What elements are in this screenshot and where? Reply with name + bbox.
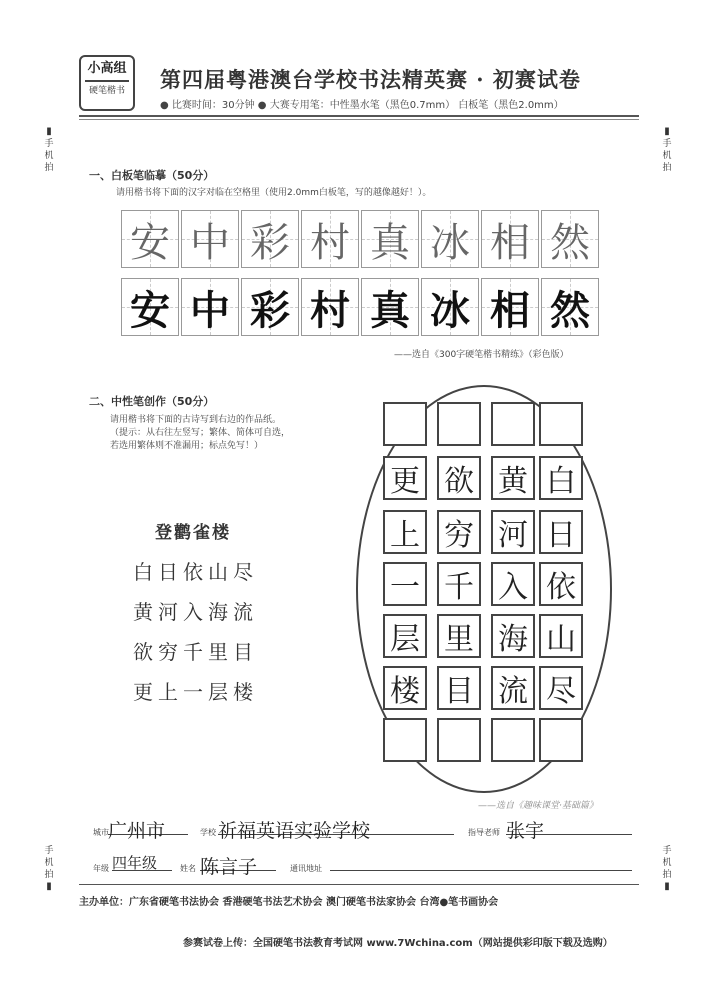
model-cell: 中 <box>181 210 239 268</box>
camera-icon: ▮ <box>664 126 670 137</box>
artwork-cell: 山 <box>539 614 583 658</box>
name-value: 陈言子 <box>200 856 258 878</box>
city-field[interactable] <box>108 816 188 842</box>
artwork-cell <box>383 718 427 762</box>
artwork-cell: 目 <box>437 666 481 710</box>
section2-heading: 二、中性笔创作（50分） <box>89 395 215 408</box>
model-cell: 安 <box>121 210 179 268</box>
group-badge <box>79 55 135 111</box>
artwork-cell: 入 <box>491 562 535 606</box>
badge-group-label: 小高组 <box>87 61 127 76</box>
paper-subtitle: ● 比赛时间：30分钟 ● 大赛专用笔：中性墨水笔（黑色0.7mm） 白板笔（黑色2.0mm） <box>160 100 564 111</box>
footer-rule <box>79 884 639 885</box>
artwork-cell: 穷 <box>437 510 481 554</box>
poem-title: 登鹳雀楼 <box>155 523 231 543</box>
artwork-cell: 里 <box>437 614 481 658</box>
artwork-cell: 层 <box>383 614 427 658</box>
poem-line: 更上一层楼 <box>133 680 258 704</box>
section1-heading: 一、白板笔临摹（50分） <box>89 169 215 182</box>
poem-line: 欲穷千里目 <box>133 640 258 664</box>
address-label: 通讯地址 <box>290 864 322 873</box>
upload-line: 参赛试卷上传：全国硬笔书法教育考试网 www.7Wchina.com（网站提供彩印版下载及选购） <box>183 938 613 949</box>
practice-cell: 相 <box>481 278 539 336</box>
poem-line: 黄河入海流 <box>133 600 258 624</box>
practice-cell: 真 <box>361 278 419 336</box>
artwork-cell: 更 <box>383 456 427 500</box>
practice-cell: 村 <box>301 278 359 336</box>
model-cell: 彩 <box>241 210 299 268</box>
school-label: 学校 <box>200 828 216 837</box>
practice-cell: 然 <box>541 278 599 336</box>
artwork-cell: 日 <box>539 510 583 554</box>
artwork-cell <box>491 402 535 446</box>
artwork-cell: 上 <box>383 510 427 554</box>
artwork-cell <box>383 402 427 446</box>
model-cell: 真 <box>361 210 419 268</box>
grade-label: 年级 <box>93 864 109 873</box>
artwork-cell: 海 <box>491 614 535 658</box>
practice-cell: 安 <box>121 278 179 336</box>
school-value: 祈福英语实验学校 <box>218 820 371 842</box>
artwork-cell <box>539 402 583 446</box>
city-value: 广州市 <box>108 820 166 842</box>
model-cell: 相 <box>481 210 539 268</box>
artwork-cell: 尽 <box>539 666 583 710</box>
artwork-cell: 流 <box>491 666 535 710</box>
practice-cell: 中 <box>181 278 239 336</box>
artwork-cell <box>437 718 481 762</box>
artwork-cell <box>437 402 481 446</box>
artwork-cell: 黄 <box>491 456 535 500</box>
section1-instruction: 请用楷书将下面的汉字对临在空格里（使用2.0mm白板笔，写的越像越好！）。 <box>116 188 432 198</box>
badge-divider <box>85 80 129 82</box>
organizers-line: 主办单位：广东省硬笔书法协会 香港硬笔书法艺术协会 澳门硬笔书法家协会 台湾●笔书画协会 <box>79 897 499 908</box>
grade-field[interactable] <box>112 852 172 871</box>
section1-credit: ——选自《300字硬笔楷书精练》（彩色版） <box>394 350 569 360</box>
teacher-field[interactable] <box>506 816 632 842</box>
teacher-value: 张宇 <box>506 820 545 842</box>
side-label-right-top: ▮ 手 机 拍 <box>660 126 674 174</box>
side-label-right-bottom: 手 机 拍 ▮ <box>660 845 674 893</box>
address-field[interactable] <box>330 852 632 871</box>
camera-icon: ▮ <box>664 881 670 892</box>
name-field[interactable] <box>200 852 276 878</box>
camera-icon: ▮ <box>46 881 52 892</box>
header-rule-thin <box>79 119 639 120</box>
artwork-cell <box>539 718 583 762</box>
school-field[interactable] <box>218 816 454 842</box>
artwork-cell: 千 <box>437 562 481 606</box>
artwork-cell: 欲 <box>437 456 481 500</box>
paper-title: 第四届粤港澳台学校书法精英赛 · 初赛试卷 <box>160 67 581 92</box>
model-cell: 村 <box>301 210 359 268</box>
artwork-cell: 白 <box>539 456 583 500</box>
model-cell: 然 <box>541 210 599 268</box>
section2-instruction: 请用楷书将下面的古诗写到右边的作品纸。 （提示：从右往左竖写；繁体、简体可自选， 若选用繁体则不准漏用；标点免写！） <box>110 415 291 451</box>
poem-line: 白日依山尽 <box>133 560 258 584</box>
model-grid <box>121 210 601 268</box>
side-label-left-bottom: 手 机 拍 ▮ <box>42 845 56 893</box>
side-label-left-top: ▮ 手 机 拍 <box>42 126 56 174</box>
teacher-label: 指导老师 <box>468 828 500 837</box>
artwork-cell: 河 <box>491 510 535 554</box>
practice-cell: 冰 <box>421 278 479 336</box>
artwork-cell: 楼 <box>383 666 427 710</box>
model-cell: 冰 <box>421 210 479 268</box>
practice-cell: 彩 <box>241 278 299 336</box>
name-label: 姓名 <box>180 864 196 873</box>
practice-grid <box>121 278 601 336</box>
badge-category-label: 硬笔楷书 <box>88 86 125 96</box>
artwork-cell: 一 <box>383 562 427 606</box>
grade-value: 四年级 <box>112 854 158 872</box>
camera-icon: ▮ <box>46 126 52 137</box>
city-label: 城市 <box>93 828 109 837</box>
header-rule <box>79 115 639 117</box>
section2-credit: ——选自《趣味课堂·基础篇》 <box>478 801 598 811</box>
artwork-cell <box>491 718 535 762</box>
artwork-cell: 依 <box>539 562 583 606</box>
